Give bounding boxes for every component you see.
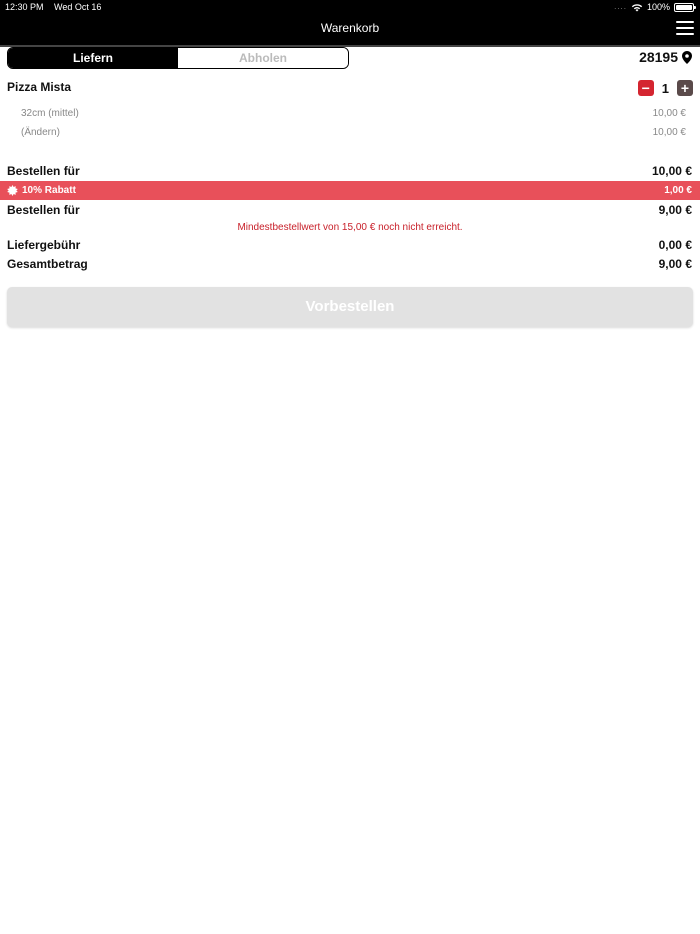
delivery-fee-value: 0,00 € bbox=[658, 238, 692, 252]
signal-indicator: .... bbox=[614, 2, 627, 11]
subtotal-value: 10,00 € bbox=[651, 164, 692, 178]
wifi-icon bbox=[631, 3, 643, 12]
discount-label: 10% Rabatt bbox=[22, 185, 76, 196]
delivery-fee-label: Liefergebühr bbox=[7, 238, 81, 252]
nav-bar bbox=[0, 14, 700, 47]
delivery-fee-row bbox=[7, 238, 692, 254]
battery-percent: 100% bbox=[646, 2, 670, 12]
postal-code-selector[interactable] bbox=[639, 49, 692, 65]
tab-liefern[interactable]: Liefern bbox=[8, 48, 178, 68]
subtotal-label: Bestellen für bbox=[7, 164, 80, 178]
page-title: Warenkorb bbox=[320, 21, 380, 35]
status-time: 12:30 PM bbox=[5, 2, 44, 12]
battery-icon bbox=[674, 3, 694, 12]
discount-row bbox=[0, 181, 700, 200]
discount-value: 1,00 € bbox=[664, 185, 692, 196]
decrease-quantity-button[interactable]: − bbox=[638, 80, 654, 96]
status-date: Wed Oct 16 bbox=[54, 2, 102, 12]
location-pin-icon bbox=[682, 51, 692, 64]
preorder-button[interactable]: Vorbestellen bbox=[7, 287, 693, 327]
discounted-subtotal-row bbox=[7, 203, 692, 219]
cart-item-name: Pizza Mista bbox=[7, 80, 72, 94]
postal-code: 28195 bbox=[639, 49, 678, 65]
discounted-subtotal-value: 9,00 € bbox=[658, 203, 692, 217]
discounted-subtotal-label: Bestellen für bbox=[7, 203, 80, 217]
item-option-size: 32cm (mittel) bbox=[21, 108, 79, 119]
discount-badge-icon bbox=[7, 185, 18, 196]
quantity-value: 1 bbox=[661, 80, 669, 96]
item-option-change-price: 10,00 € bbox=[652, 127, 686, 138]
item-option-change-link[interactable]: (Ändern) bbox=[21, 127, 60, 138]
delivery-mode-toggle bbox=[7, 47, 349, 69]
total-value: 9,00 € bbox=[658, 257, 692, 271]
quantity-stepper bbox=[638, 80, 693, 96]
increase-quantity-button[interactable]: + bbox=[677, 80, 693, 96]
total-row bbox=[7, 257, 692, 273]
item-option-size-price: 10,00 € bbox=[652, 108, 686, 119]
status-bar bbox=[0, 0, 700, 14]
hamburger-menu-icon[interactable] bbox=[676, 21, 694, 35]
tab-abholen[interactable]: Abholen bbox=[178, 48, 348, 68]
total-label: Gesamtbetrag bbox=[7, 257, 88, 271]
minimum-order-warning: Mindestbestellwert von 15,00 € noch nicht erreicht. bbox=[237, 222, 463, 233]
subtotal-row bbox=[7, 164, 692, 180]
